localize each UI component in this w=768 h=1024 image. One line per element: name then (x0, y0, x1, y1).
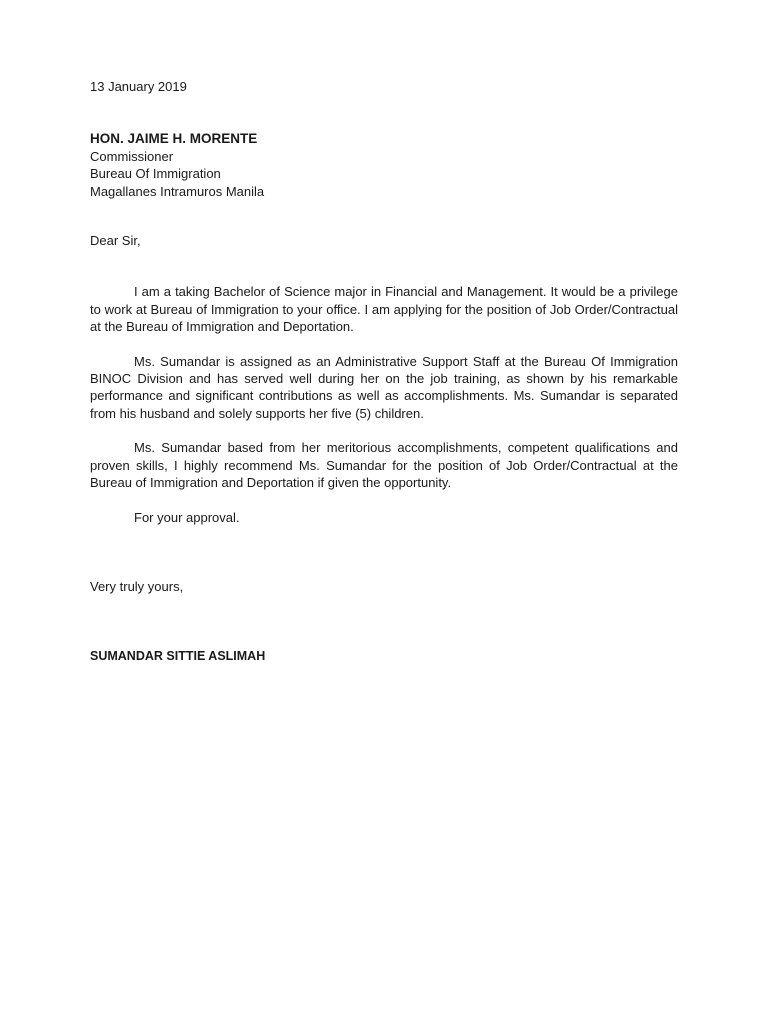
signatory-name: SUMANDAR SITTIE ASLIMAH (90, 649, 266, 664)
complimentary-closing: Very truly yours, (90, 578, 184, 594)
letter-body (90, 78, 678, 666)
letter-date: 13 January 2019 (90, 79, 187, 94)
recipient-name: HON. JAIME H. MORENTE (90, 131, 258, 147)
body-paragraph-2: Ms. Sumandar is assigned as an Administrative Support Staff at the Bureau Of Immigration BINOC Division and has served well during her on the job training, as shown by his remarkable performance and significant contributions as well as accomplishments. Ms. Sumandar is separated from his husband and solely supports her five (5) children. (90, 353, 678, 421)
body-paragraph-4: For your approval. (134, 509, 240, 525)
body-paragraph-1: I am a taking Bachelor of Science major in Financial and Management. It would be a privilege to work at Bureau of Immigration to your office. I am applying for the position of Job Order/Contractual at the Bureau of Immigration and Deportation. (90, 284, 678, 335)
salutation: Dear Sir, (90, 233, 141, 249)
recipient-block (90, 130, 678, 200)
recipient-title: Commissioner (90, 148, 174, 164)
recipient-organization: Bureau Of Immigration (90, 166, 221, 182)
body-paragraph-3: Ms. Sumandar based from her meritorious accomplishments, competent qualifications and proven skills, I highly recommend Ms. Sumandar for the position of Job Order/Contractual at the Bureau of Immigration and Deportation if given the opportunity. (90, 440, 678, 491)
recipient-address: Magallanes Intramuros Manila (90, 183, 265, 199)
